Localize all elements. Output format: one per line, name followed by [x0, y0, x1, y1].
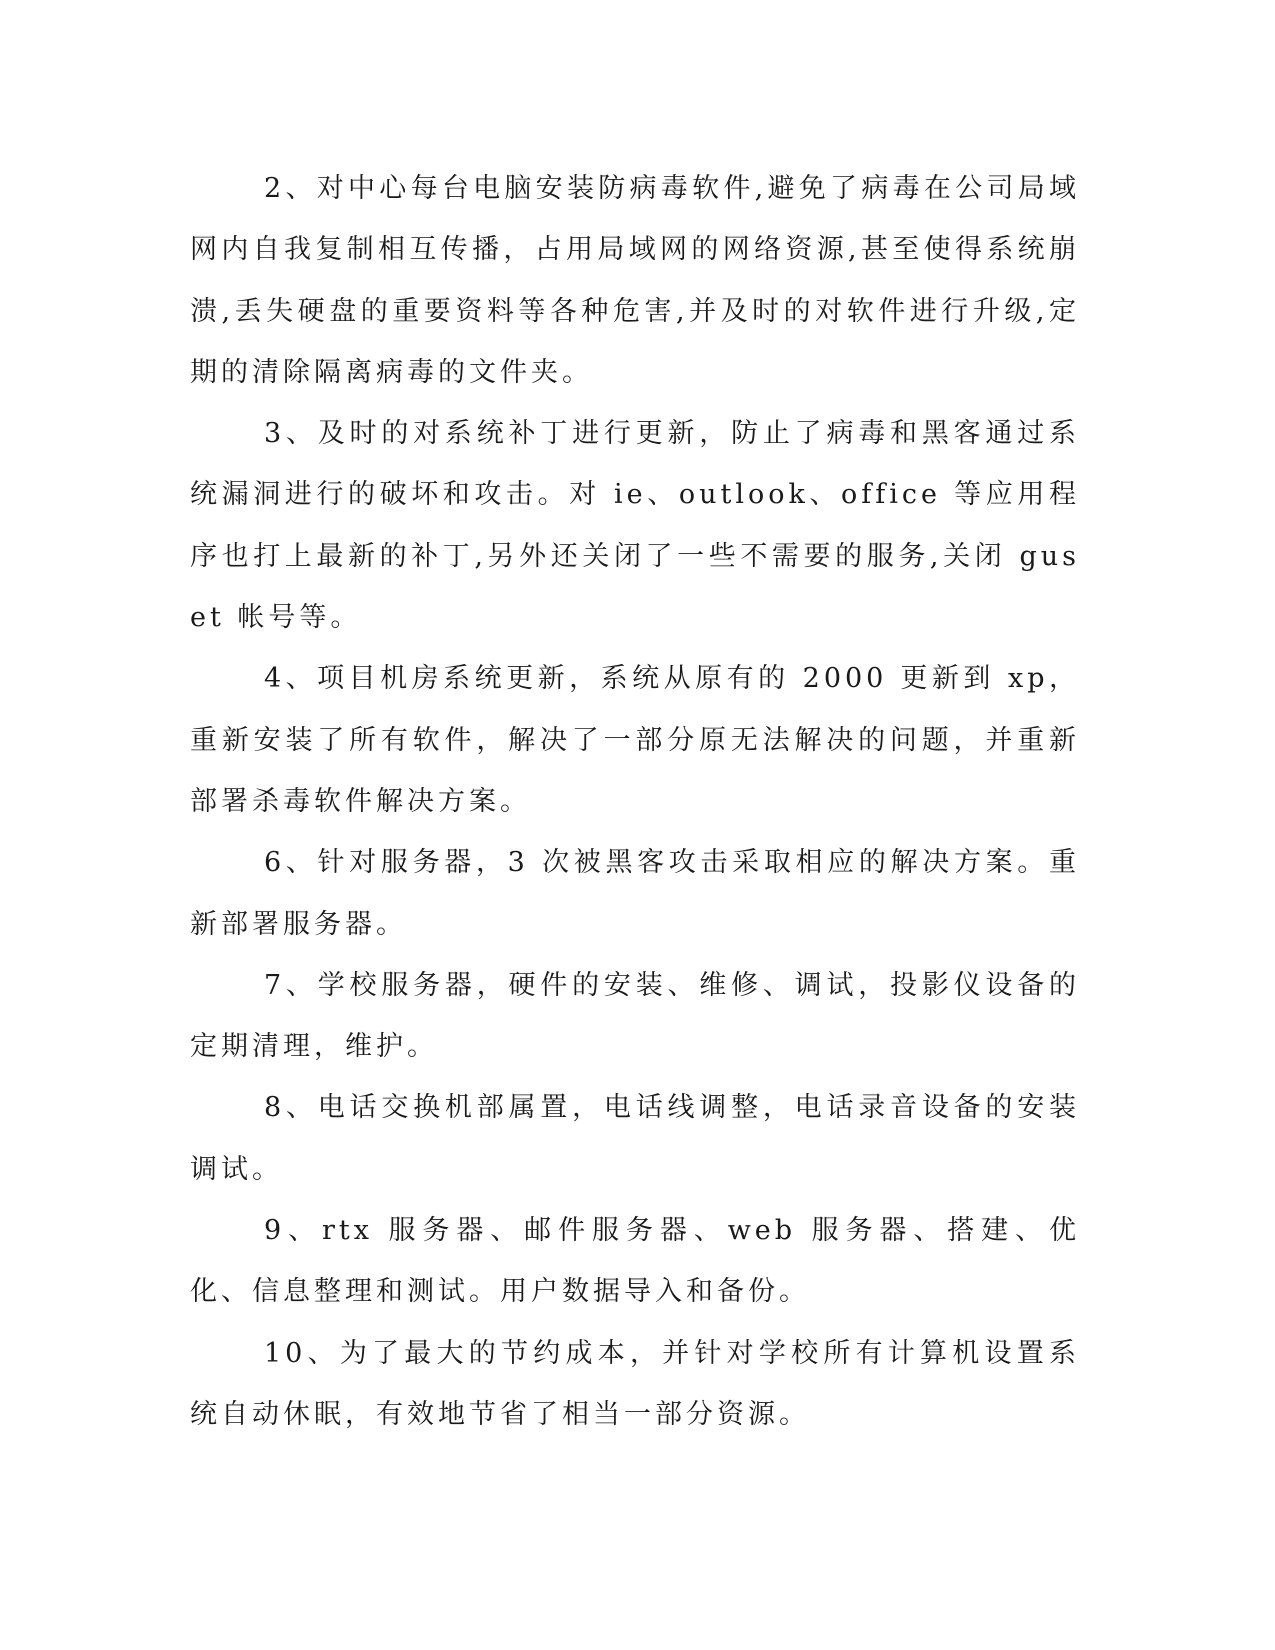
paragraph-item-8: 8、电话交换机部属置，电话线调整，电话录音设备的安装调试。 — [190, 1092, 1080, 1185]
paragraph-item-7: 7、学校服务器，硬件的安装、维修、调试，投影仪设备的定期清理，维护。 — [190, 969, 1080, 1063]
paragraph-item-2: 2、对中心每台电脑安装防病毒软件,避免了病毒在公司局域网内自我复制相互传播，占用局域网的网络资源,甚至使得系统崩溃,丢失硬盘的重要资料等各种危害,并及时的对软件进行升级,定期的清除隔离病毒的文件夹。 — [190, 173, 1080, 388]
paragraph-item-3: 3、及时的对系统补丁进行更新，防止了病毒和黑客通过系统漏洞进行的破坏和攻击。对 ie、outlook、office 等应用程序也打上最新的补丁,另外还关闭了一些不需要的服务,关闭 guset 帐号等。 — [190, 418, 1080, 634]
paragraph-item-4: 4、项目机房系统更新，系统从原有的 2000 更新到 xp，重新安装了所有软件，解决了一部分原无法解决的问题，并重新部署杀毒软件解决方案。 — [190, 663, 1080, 817]
paragraph-item-6: 6、针对服务器，3 次被黑客攻击采取相应的解决方案。重新部署服务器。 — [190, 847, 1080, 940]
paragraph-item-9: 9、rtx 服务器、邮件服务器、web 服务器、搭建、优化、信息整理和测试。用户数据导入和备份。 — [190, 1215, 1080, 1308]
paragraph-item-10: 10、为了最大的节约成本，并针对学校所有计算机设置系统自动休眠，有效地节省了相当一部分资源。 — [190, 1337, 1080, 1430]
document-body — [190, 158, 1080, 1445]
